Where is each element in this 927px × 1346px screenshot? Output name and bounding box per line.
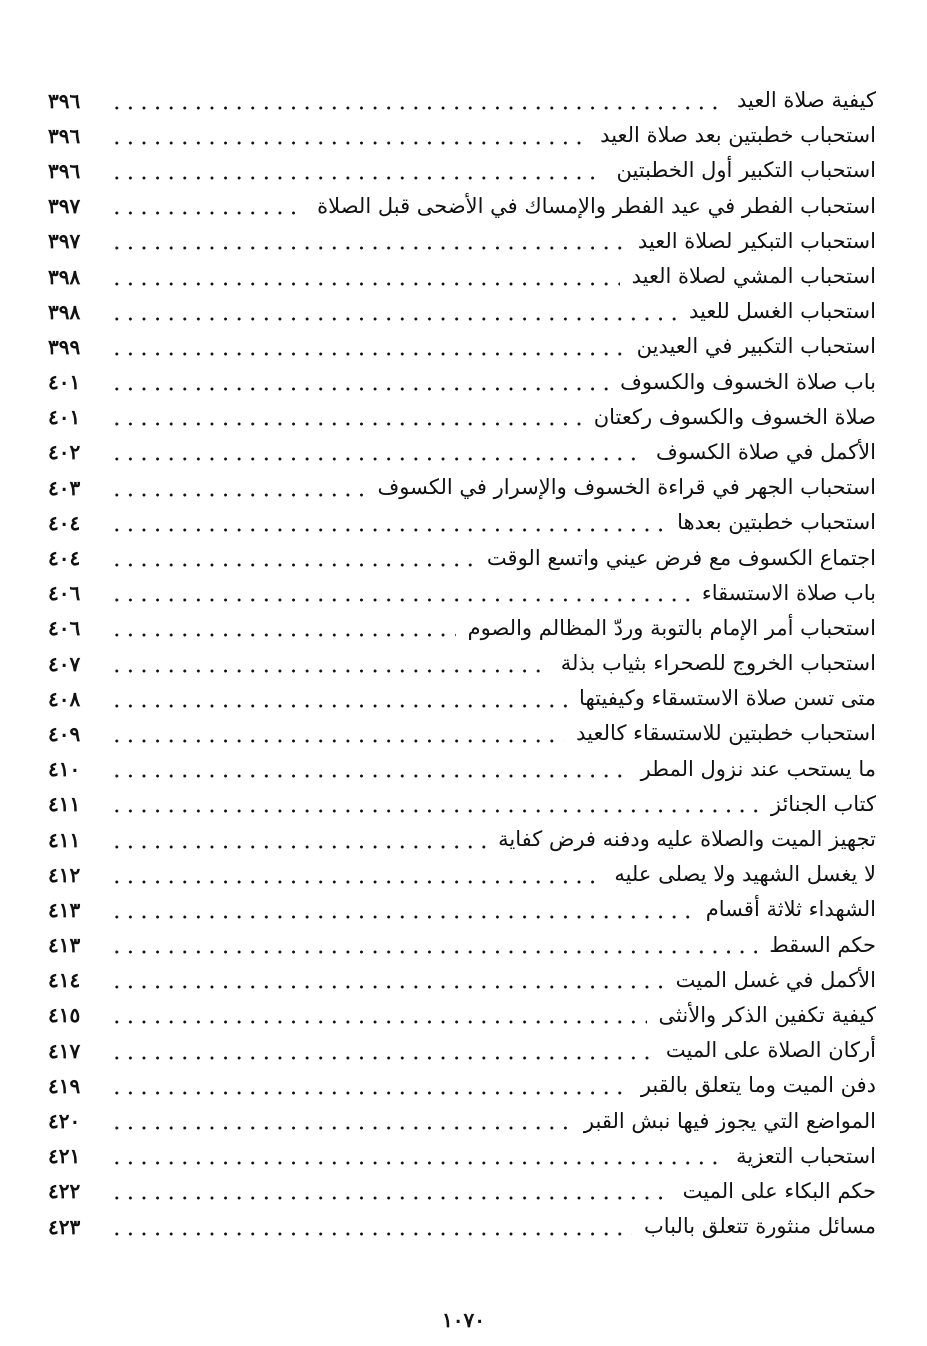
dot-leader <box>110 669 549 673</box>
dot-leader <box>110 1196 671 1200</box>
toc-entry <box>48 540 876 575</box>
toc-entry-title: استحباب الخروج للصحراء بثياب بذلة <box>560 651 876 676</box>
toc-entry <box>48 1209 876 1244</box>
toc-entry-page: ٤٢٠ <box>48 1109 81 1134</box>
toc-entry-page: ٤٠٤ <box>48 510 81 535</box>
dot-leader <box>110 1126 572 1130</box>
toc-entry-title: حكم السقط <box>769 932 876 957</box>
toc-entry-page: ٤٠٦ <box>48 616 81 641</box>
toc-entry <box>48 1033 876 1068</box>
toc-entry <box>48 400 876 435</box>
toc-entry <box>48 329 876 364</box>
toc-entry <box>48 998 876 1033</box>
toc-entry-page: ٤٢٣ <box>48 1214 81 1239</box>
toc-entry-page: ٤١١ <box>48 792 81 817</box>
dot-leader <box>110 880 602 884</box>
toc-entry <box>48 681 876 716</box>
toc-entry-page: ٤١٩ <box>48 1073 81 1098</box>
toc-entry-title: استحباب خطبتين بعد صلاة العيد <box>600 123 876 148</box>
toc-entry-title: اجتماع الكسوف مع فرض عيني واتسع الوقت <box>486 545 876 570</box>
toc-entry <box>48 892 876 927</box>
toc-entry-title: استحباب خطبتين للاستسقاء كالعيد <box>576 721 876 746</box>
toc-entry-page: ٤١٧ <box>48 1038 81 1063</box>
dot-leader <box>110 563 475 567</box>
toc-entry-page: ٣٩٧ <box>48 229 81 254</box>
dot-leader <box>110 985 664 989</box>
toc-entry-page: ٣٩٦ <box>48 123 81 148</box>
dot-leader <box>110 739 564 743</box>
dot-leader <box>110 704 567 708</box>
toc-entry <box>48 1139 876 1174</box>
toc-entry-title: أركان الصلاة على الميت <box>665 1038 876 1063</box>
toc-entry <box>48 752 876 787</box>
toc-entry-page: ٣٩٨ <box>48 264 81 289</box>
dot-leader <box>110 246 626 250</box>
toc-entry-page: ٣٩٧ <box>48 194 81 219</box>
toc-entry-page: ٤١٠ <box>48 757 81 782</box>
dot-leader <box>110 387 608 391</box>
dot-leader <box>110 457 644 461</box>
dot-leader <box>110 633 456 637</box>
toc-entry-title: استحباب التكبير أول الخطبتين <box>616 158 876 183</box>
toc-entry <box>48 189 876 224</box>
dot-leader <box>110 422 582 426</box>
toc-entry <box>48 294 876 329</box>
dot-leader <box>110 211 305 215</box>
toc-entry-page: ٤١٣ <box>48 933 81 958</box>
toc-entry-page: ٤٠٨ <box>48 686 81 711</box>
dot-leader <box>110 845 486 849</box>
toc-entry-title: استحباب التكبير في العيدين <box>636 334 876 359</box>
toc-entry <box>48 576 876 611</box>
dot-leader <box>110 1056 654 1060</box>
dot-leader <box>110 950 757 954</box>
toc-entry-title: استحباب الغسل للعيد <box>688 299 876 324</box>
toc-entry <box>48 505 876 540</box>
toc-entry-title: استحباب التعزية <box>736 1143 876 1168</box>
dot-leader <box>110 352 625 356</box>
toc-entry-title: الأكمل في غسل الميت <box>675 967 876 992</box>
toc-entry-page: ٤١٥ <box>48 1003 81 1028</box>
dot-leader <box>110 317 677 321</box>
toc-entry-title: الشهداء ثلاثة أقسام <box>705 897 876 922</box>
dot-leader <box>110 528 665 532</box>
toc-entry-page: ٤١٣ <box>48 897 81 922</box>
toc-entry-page: ٣٩٦ <box>48 88 81 113</box>
dot-leader <box>110 106 725 110</box>
dot-leader <box>110 1232 632 1236</box>
toc-entry <box>48 611 876 646</box>
toc-entry-title: لا يغسل الشهيد ولا يصلى عليه <box>614 862 876 887</box>
dot-leader <box>110 176 604 180</box>
toc-entry-title: استحباب المشي لصلاة العيد <box>631 264 876 289</box>
toc-entry-page: ٤٠٣ <box>48 475 81 500</box>
toc-entry <box>48 716 876 751</box>
toc-entry-page: ٤٢١ <box>48 1144 81 1169</box>
dot-leader <box>110 282 620 286</box>
toc-entry-page: ٣٩٩ <box>48 334 81 359</box>
toc-entry-page: ٤١٤ <box>48 968 81 993</box>
toc-entry <box>48 470 876 505</box>
toc-entry-title: كيفية تكفين الذكر والأنثى <box>658 1002 876 1027</box>
toc-entry <box>48 118 876 153</box>
toc-entry-title: كيفية صلاة العيد <box>737 88 876 113</box>
toc-entry <box>48 928 876 963</box>
toc-entry <box>48 1174 876 1209</box>
toc-entry-title: دفن الميت وما يتعلق بالقبر <box>640 1073 876 1098</box>
toc-entry-title: استحباب التبكير لصلاة العيد <box>637 228 876 253</box>
toc-entry-title: باب صلاة الاستسقاء <box>701 580 876 605</box>
dot-leader <box>110 1161 724 1165</box>
toc-entry-title: استحباب خطبتين بعدها <box>677 510 876 535</box>
toc-entry-page: ٤١٢ <box>48 862 81 887</box>
toc-entry <box>48 435 876 470</box>
toc-entry-title: صلاة الخسوف والكسوف ركعتان <box>593 404 876 429</box>
toc-entry-page: ٤٠١ <box>48 405 81 430</box>
toc-entry-title: ما يستحب عند نزول المطر <box>640 756 876 781</box>
toc-entry <box>48 153 876 188</box>
toc-entry-page: ٤٠٦ <box>48 581 81 606</box>
table-of-contents <box>48 83 876 1244</box>
dot-leader <box>110 1091 629 1095</box>
toc-entry-page: ٤٠٤ <box>48 546 81 571</box>
toc-entry-title: استحباب أمر الإمام بالتوبة وردّ المظالم والصوم <box>467 615 876 640</box>
toc-entry <box>48 83 876 118</box>
dot-leader <box>110 774 629 778</box>
toc-entry <box>48 963 876 998</box>
toc-entry-page: ٣٩٦ <box>48 158 81 183</box>
toc-entry-page: ٤١١ <box>48 827 81 852</box>
toc-entry <box>48 259 876 294</box>
toc-entry-title: مسائل منثورة تتعلق بالباب <box>644 1214 876 1239</box>
toc-entry <box>48 857 876 892</box>
toc-entry-page: ٣٩٨ <box>48 299 81 324</box>
toc-entry <box>48 1068 876 1103</box>
toc-entry-page: ٤٠٧ <box>48 651 81 676</box>
toc-entry-title: تجهيز الميت والصلاة عليه ودفنه فرض كفاية <box>498 827 876 852</box>
dot-leader <box>110 493 366 497</box>
dot-leader <box>110 1020 647 1024</box>
toc-entry-title: حكم البكاء على الميت <box>682 1178 876 1203</box>
dot-leader <box>110 915 694 919</box>
dot-leader <box>110 809 759 813</box>
toc-entry <box>48 224 876 259</box>
dot-leader <box>110 141 588 145</box>
toc-entry-title: المواضع التي يجوز فيها نبش القبر <box>583 1108 876 1133</box>
toc-entry <box>48 822 876 857</box>
toc-entry <box>48 787 876 822</box>
toc-entry <box>48 365 876 400</box>
toc-entry-page: ٤٠٩ <box>48 721 81 746</box>
toc-entry-title: استحباب الفطر في عيد الفطر والإمساك في الأضحى قبل الصلاة <box>317 193 876 218</box>
page-number: ١٠٧٠ <box>442 1308 485 1332</box>
toc-entry-title: متى تسن صلاة الاستسقاء وكيفيتها <box>579 686 876 711</box>
toc-entry-title: الأكمل في صلاة الكسوف <box>656 439 876 464</box>
toc-entry <box>48 1103 876 1138</box>
toc-entry-page: ٤٠٢ <box>48 440 81 465</box>
toc-entry-page: ٤٠١ <box>48 370 81 395</box>
toc-entry-title: استحباب الجهر في قراءة الخسوف والإسرار في الكسوف <box>377 475 876 500</box>
dot-leader <box>110 598 690 602</box>
toc-entry-title: كتاب الجنائز <box>770 791 876 816</box>
toc-entry-title: باب صلاة الخسوف والكسوف <box>620 369 876 394</box>
toc-entry-page: ٤٢٢ <box>48 1179 81 1204</box>
toc-entry <box>48 646 876 681</box>
